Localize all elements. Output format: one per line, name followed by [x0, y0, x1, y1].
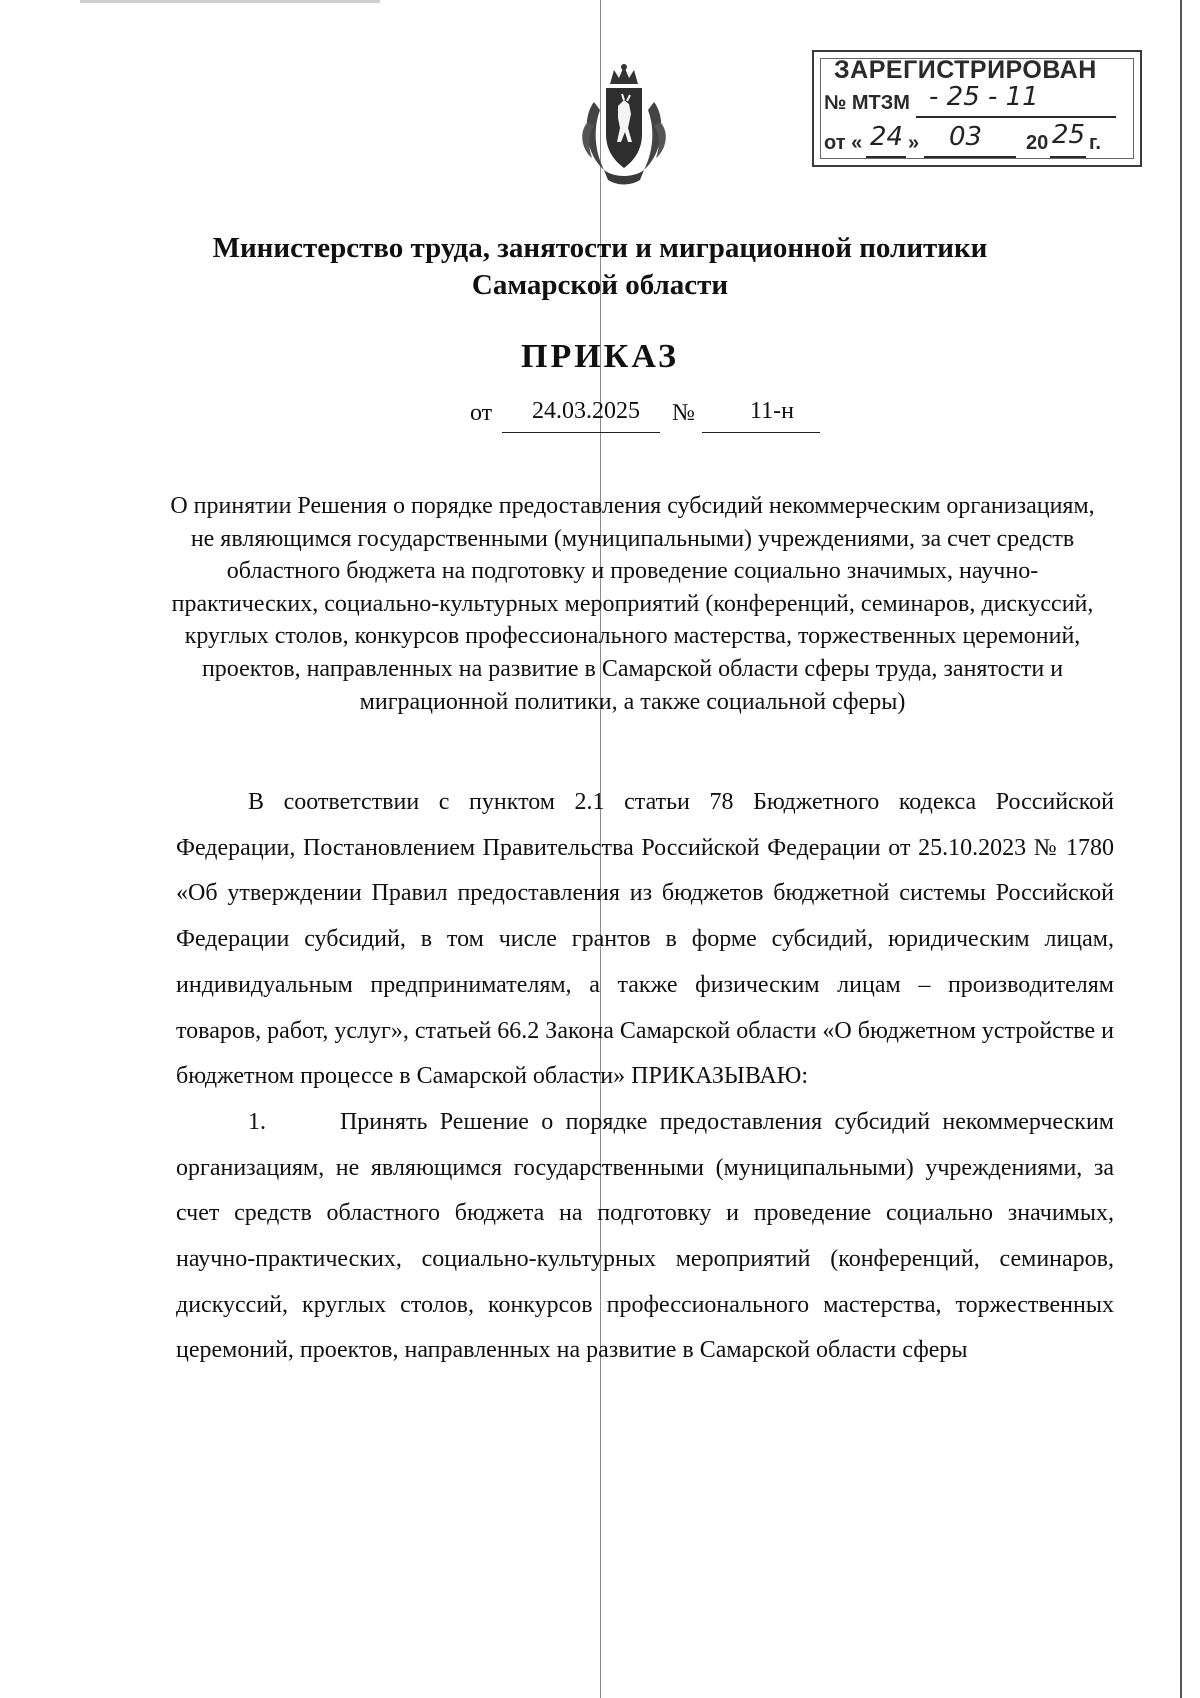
order-item-1: 1. Принять Решение о порядке предоставления субсидий некоммерческим организациям, не являющимся государственными (муниципальными) учреждениями, за счет средств областного бюджета на подготовку и проведение социально значимых, научно-практических, социально-культурных мероприятий (конференций, семинаров, дискуссий, круглых столов, конкурсов профессионального мастерства, торжественных церемоний, проектов, направленных на развитие в Самарской области сферы [176, 1108, 1114, 1364]
ministry-name [100, 230, 1100, 304]
stamp-number-handwritten: - 25 - 11 [929, 82, 1039, 112]
ministry-name-line2: Самарской области [471, 269, 729, 301]
stamp-date-mid: » [908, 132, 920, 154]
stamp-date-prefix: от « [824, 132, 863, 154]
order-body [176, 780, 1114, 1374]
stamp-title: ЗАРЕГИСТРИРОВАН [834, 56, 1097, 84]
stamp-year-handwritten: 25 [1052, 120, 1086, 150]
order-preamble: В соответствии с пунктом 2.1 статьи 78 Бюджетного кодекса Российской Федерации, Постановлением Правительства Российской Федерации от 25.10.2023 № 1780 «Об утверждении Правил предоставления из бюджетов бюджетной системы Российской Федерации субсидий, в том числе грантов в форме субсидий, юридическим лицам, индивидуальным предпринимателям, а также физическим лицам – производителям товаров, работ, услуг», статьей 66.2 Закона Самарской области «О бюджетном устройстве и бюджетном процессе в Самарской области» ПРИКАЗЫВАЮ: [176, 789, 1114, 1090]
order-date-value: 24.03.2025 [532, 398, 640, 424]
order-number-label: № [672, 400, 695, 426]
order-title: ПРИКАЗ [521, 338, 679, 375]
registration-stamp [812, 50, 1142, 167]
ministry-name-line1: Министерство труда, занятости и миграционной политики [212, 232, 988, 264]
scan-artifact [80, 0, 380, 3]
order-date-label: от [470, 400, 493, 426]
stamp-year-prefix: 20 [1026, 132, 1049, 154]
stamp-date-suffix: г. [1089, 132, 1101, 154]
stamp-month-handwritten: 03 [949, 122, 983, 152]
stamp-day-handwritten: 24 [870, 122, 904, 152]
stamp-number-label: № МТЗМ [824, 92, 910, 114]
samara-coat-of-arms-icon [574, 62, 674, 187]
page-edge [1180, 0, 1182, 1698]
order-subject: О принятии Решения о порядке предоставления субсидий некоммерческим организациям, не являющимся государственными (муниципальными) учреждениями, за счет средств областного бюджета на подготовку и проведение социально значимых, научно-практических, социально-культурных мероприятий (конференций, семинаров, дискуссий, круглых столов, конкурсов профессионального мастерства, торжественных церемоний, проектов, направленных на развитие в Самарской области сферы труда, занятости и миграционной политики, а также социальной сферы) [170, 493, 1095, 715]
order-number-value: 11-н [750, 398, 794, 424]
